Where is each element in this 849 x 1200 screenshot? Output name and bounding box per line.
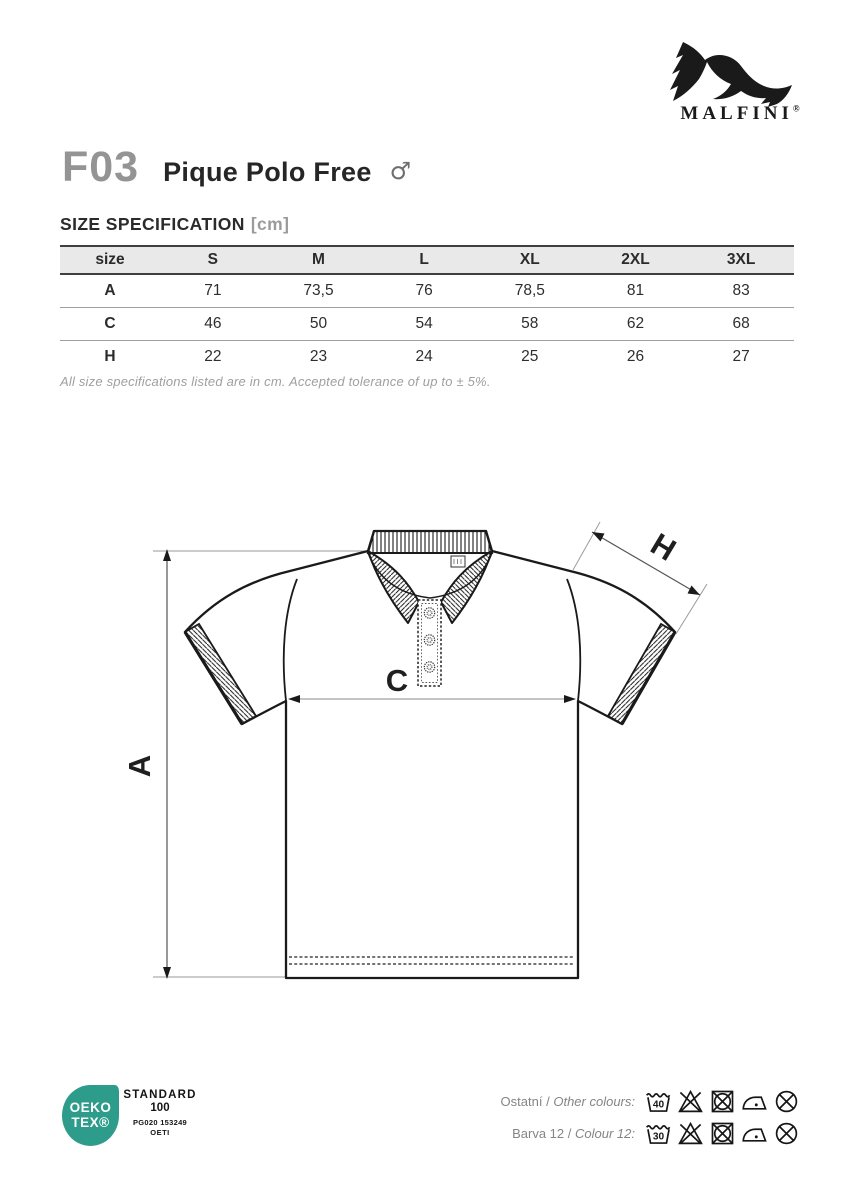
- standard-number: 100: [150, 1102, 170, 1114]
- unit-label: [cm]: [250, 214, 290, 234]
- iron-one-dot-icon: [740, 1088, 769, 1115]
- care-label-local: Ostatní: [500, 1094, 543, 1109]
- table-row-a: [60, 274, 794, 307]
- col-header-m: M: [312, 251, 325, 268]
- cell: 71: [204, 281, 222, 299]
- page-title: [62, 143, 412, 191]
- button: [424, 608, 434, 618]
- do-not-tumble-dry-icon: [708, 1120, 737, 1147]
- col-header-2xl: 2XL: [621, 251, 650, 268]
- care-row-colour-12: [512, 1120, 801, 1147]
- oeko-badge-line2: TEX®: [71, 1114, 110, 1130]
- certificate-institute: OETI: [150, 1128, 170, 1137]
- do-not-dry-clean-icon: [772, 1120, 801, 1147]
- cell: 76: [415, 281, 433, 299]
- care-row-label: [512, 1126, 635, 1141]
- dimension-h-label: H: [644, 526, 683, 568]
- iron-one-dot-icon: [740, 1120, 769, 1147]
- button: [424, 635, 434, 645]
- do-not-bleach-icon: [676, 1088, 705, 1115]
- cell: 22: [204, 347, 222, 365]
- oeko-tex-badge: [62, 1085, 119, 1146]
- product-name: Pique Polo Free: [163, 157, 372, 187]
- registered-mark: ®: [792, 103, 800, 114]
- cell: 25: [521, 347, 539, 365]
- size-specification-heading: [60, 214, 289, 235]
- dimension-a-label: A: [122, 754, 157, 778]
- care-label-separator: /: [546, 1094, 550, 1109]
- standard-word: STANDARD: [123, 1089, 197, 1101]
- do-not-tumble-dry-icon: [708, 1088, 737, 1115]
- col-header-size: size: [95, 251, 125, 268]
- brand-logo-text: [640, 103, 840, 125]
- care-label-separator: /: [567, 1126, 572, 1141]
- col-header-xl: XL: [519, 251, 540, 268]
- cell: 46: [204, 314, 222, 332]
- care-symbols: [644, 1120, 801, 1147]
- cell: 62: [626, 314, 645, 332]
- cell: 50: [309, 314, 328, 332]
- col-header-l: L: [419, 251, 429, 268]
- wash-temperature-icon: [644, 1088, 673, 1115]
- malfini-bird-icon: [670, 42, 792, 107]
- cell: 73,5: [303, 281, 334, 299]
- col-header-3xl: 3XL: [726, 251, 756, 268]
- collar-band: [368, 531, 492, 553]
- svg-text:30: 30: [652, 1131, 665, 1143]
- brand-name: MALFINI: [680, 103, 793, 124]
- care-label-english: Other colours:: [553, 1094, 635, 1109]
- oeko-badge-line1: OEKO: [69, 1100, 112, 1116]
- cell: 68: [732, 314, 750, 332]
- do-not-dry-clean-icon: [772, 1088, 801, 1115]
- cell: 23: [309, 347, 328, 365]
- cell: 78,5: [514, 281, 545, 299]
- care-label-local: Barva 12: [512, 1126, 565, 1141]
- row-label-h: H: [104, 347, 116, 365]
- product-code: F03: [62, 143, 140, 191]
- care-label-english: Colour 12:: [575, 1126, 635, 1141]
- male-gender-icon: ♂: [389, 157, 412, 185]
- cell: 58: [521, 314, 539, 332]
- row-label-a: A: [104, 281, 116, 299]
- collar-size-tag: [451, 556, 465, 567]
- heading-text: SIZE SPECIFICATION: [60, 214, 245, 234]
- tolerance-note: All size specifications listed are in cm. Accepted tolerance of up to ± 5%.: [60, 374, 491, 389]
- oeko-standard-block: [120, 1089, 200, 1137]
- cell: 81: [626, 281, 645, 299]
- size-table-header-row: [60, 246, 794, 274]
- table-row-c: [60, 307, 794, 340]
- do-not-bleach-icon: [676, 1120, 705, 1147]
- table-row-h: [60, 340, 794, 373]
- cell: 54: [415, 314, 433, 332]
- size-table: [60, 245, 794, 373]
- row-label-c: C: [104, 314, 116, 332]
- cell: 27: [732, 347, 750, 365]
- dimension-c-label: C: [385, 663, 409, 698]
- certificate-number: PG020 153249: [132, 1118, 188, 1127]
- wash-temperature-icon: [644, 1120, 673, 1147]
- cell: 83: [732, 281, 750, 299]
- care-symbols: [644, 1088, 801, 1115]
- col-header-s: S: [207, 251, 218, 268]
- button: [424, 662, 434, 672]
- cell: 26: [626, 347, 645, 365]
- care-row-label: [501, 1094, 635, 1109]
- care-row-other-colours: [501, 1088, 801, 1115]
- svg-text:40: 40: [652, 1099, 665, 1111]
- cell: 24: [415, 347, 433, 365]
